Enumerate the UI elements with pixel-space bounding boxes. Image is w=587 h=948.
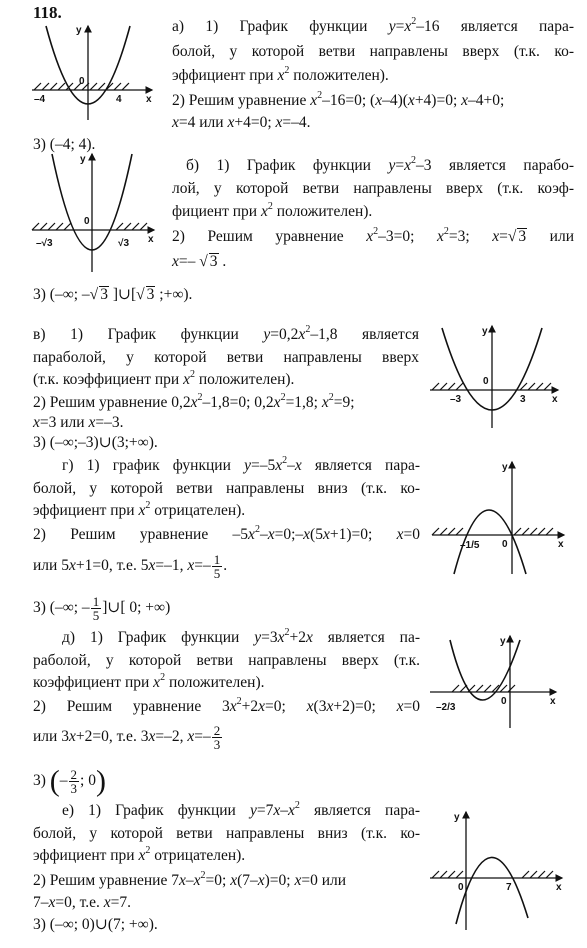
a-line3: эффициент при $x^2$ положителен). bbox=[172, 64, 389, 84]
svg-text:y: y bbox=[500, 636, 506, 647]
svg-text:x: x bbox=[558, 539, 564, 550]
graph-g bbox=[430, 458, 570, 578]
e-answer: 3) (–∞; 0)∪(7; +∞). bbox=[33, 916, 158, 933]
g-line2: болой, у которой ветви направлены вниз (т.к. ко- bbox=[33, 480, 420, 497]
a-line4: 2) Решим уравнение $x^2-16=0$; (x–4)(x+4)=0; x–4+0; bbox=[172, 89, 505, 109]
svg-text:x: x bbox=[552, 394, 558, 405]
v-line2: параболой, у которой ветви направлены вверх bbox=[33, 349, 419, 366]
graph-a bbox=[30, 22, 158, 122]
e-line2: болой, у которой ветви направлены вниз (т.к. ко- bbox=[33, 825, 420, 842]
svg-text:0: 0 bbox=[502, 539, 508, 550]
svg-text:√3: √3 bbox=[118, 238, 130, 249]
a-line5: x=4 или x+4=0; x=–4. bbox=[172, 114, 311, 131]
svg-text:y: y bbox=[454, 812, 460, 823]
svg-text:0: 0 bbox=[79, 76, 85, 87]
e-line1: е) 1) График функции $y=7x-x^2$ является пара- bbox=[62, 799, 420, 819]
graph-v bbox=[428, 322, 563, 432]
svg-text:3: 3 bbox=[520, 394, 526, 405]
svg-text:y: y bbox=[80, 154, 86, 165]
graph-d bbox=[428, 632, 563, 732]
g-line3: эффициент при $x^2$ отрицателен). bbox=[33, 499, 246, 519]
problem-number: 118. bbox=[33, 3, 62, 22]
b-line2: лой, у которой ветви направлены вверх (т.к. коэф- bbox=[172, 180, 574, 197]
a-answer: 3) (–4; 4). bbox=[33, 136, 96, 153]
svg-text:x: x bbox=[148, 234, 154, 245]
b-line5: x=– √ 3 . bbox=[172, 253, 227, 270]
v-line5: x=3 или x=–3. bbox=[33, 414, 124, 431]
d-line1: д) 1) График функции $y=3x^2+2x$ является па- bbox=[62, 626, 421, 646]
d-line2: раболой, у которой ветви направлены вверх (т.к. bbox=[33, 652, 420, 669]
a-line2: болой, у которой ветви направлены вверх (т.к. ко- bbox=[172, 43, 574, 60]
g-line5: или 5x+1=0, т.е. 5x=–1, x=– $\frac{1}{5}$ . bbox=[33, 552, 228, 581]
svg-text:x: x bbox=[556, 882, 562, 893]
d-line5: или 3x+2=0, т.е. 3x=–2, x=– $\frac{2}{3}$ bbox=[33, 723, 221, 752]
b-line1: б) 1) График функции $y=x^2-3$ является парабо- bbox=[186, 154, 575, 174]
g-answer: 3) (–∞; – $\frac{1}{5}$ ]∪[ 0; +∞) bbox=[33, 594, 171, 623]
svg-text:x: x bbox=[550, 696, 556, 707]
svg-text:–1/5: –1/5 bbox=[460, 540, 480, 551]
a-line1: а) 1) График функции $y=x^2-16$ является пара- bbox=[172, 15, 574, 35]
svg-text:–3: –3 bbox=[450, 394, 462, 405]
svg-text:–√3: –√3 bbox=[36, 238, 53, 249]
e-line4: 2) Решим уравнение $7x-x^2=0$; x(7–x)=0; x=0 или bbox=[33, 869, 347, 889]
v-line3: (т.к. коэффициент при $x^2$ положителен). bbox=[33, 368, 295, 388]
b-answer: 3) (–∞; –√ 3 ]∪[√ 3 ;+∞). bbox=[33, 286, 193, 303]
svg-text:–4: –4 bbox=[34, 94, 46, 105]
g-line4: 2) Решим уравнение $-5x^2-x=0;-x(5x+1)=0$; x=0 bbox=[33, 523, 421, 543]
svg-text:x: x bbox=[146, 94, 152, 105]
e-line3: эффициент при $x^2$ отрицателен). bbox=[33, 844, 246, 864]
svg-text:y: y bbox=[502, 462, 508, 473]
v-line4: 2) Решим уравнение $0,2x^2-1,8=0$; $0,2x^2=1,8$; $x^2=9$; bbox=[33, 391, 355, 411]
graph-b bbox=[30, 150, 160, 275]
svg-text:4: 4 bbox=[116, 94, 122, 105]
d-line4: 2) Решим уравнение $3x^2+2x=0$; x(3x+2)=0; x=0 bbox=[33, 695, 420, 715]
svg-text:7: 7 bbox=[506, 882, 512, 893]
svg-text:0: 0 bbox=[84, 216, 90, 227]
v-answer: 3) (–∞;–3)∪(3;+∞). bbox=[33, 434, 158, 451]
svg-text:y: y bbox=[76, 25, 82, 36]
e-line5: 7–x=0, т.е. x=7. bbox=[33, 894, 132, 911]
svg-text:0: 0 bbox=[501, 696, 507, 707]
d-answer: 3) (– $\frac{2}{3}$ ; 0) bbox=[33, 764, 106, 798]
b-line4: 2) Решим уравнение $x^2-3=0$; $x^2=3$; x=√ 3 или bbox=[172, 225, 574, 245]
svg-text:y: y bbox=[482, 326, 488, 337]
svg-text:0: 0 bbox=[483, 376, 489, 387]
g-line1: г) 1) график функции $y=-5x^2-x$ является пара- bbox=[62, 454, 420, 474]
v-line1: в) 1) График функции $y=0,2x^2-1,8$ является bbox=[33, 323, 419, 343]
svg-text:–2/3: –2/3 bbox=[436, 702, 456, 713]
graph-e bbox=[428, 808, 568, 933]
svg-text:0: 0 bbox=[458, 882, 464, 893]
d-line3: коэффициент при $x^2$ положителен). bbox=[33, 671, 265, 691]
b-line3: фициент при $x^2$ положителен). bbox=[172, 200, 373, 220]
